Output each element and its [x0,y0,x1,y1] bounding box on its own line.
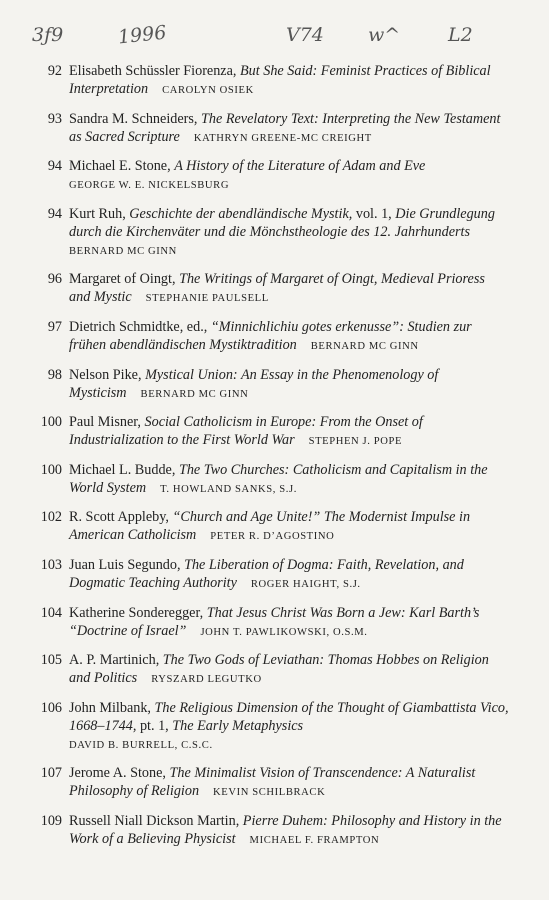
page-number: 96 [47,271,62,288]
author: Michael L. Budde, [69,461,179,478]
page-number: 106 [40,699,62,716]
list-item [0,110,549,148]
author: R. Scott Appleby, [69,509,173,526]
list-item [0,157,549,195]
page-number: 105 [40,652,62,669]
page-number: 102 [40,509,62,526]
list-item [0,651,549,689]
author: Dietrich Schmidtke, ed., [69,318,211,335]
reviewer: BERNARD MC GINN [310,340,419,352]
annotation-5: L2 [448,24,473,46]
list-item [0,270,549,308]
list-item [0,764,549,802]
author: Elisabeth Schüssler Fiorenza, [69,63,240,79]
author: Paul Misner, [69,414,145,431]
author: John Milbank, [69,699,155,716]
book-title: But She Said: Feminist Practices of Biblical Interpretation [69,63,491,97]
author: Katherine Sonderegger, [69,604,207,621]
part-info: pt. 1, [136,717,173,734]
page-number: 100 [40,414,62,431]
reviewer: T. HOWLAND SANKS, S.J. [160,483,298,495]
page-number: 104 [40,604,62,621]
book-title: “Church and Age Unite!” The Modernist Impulse in American Catholicism [69,509,471,544]
book-title: The Two Gods of Leviathan: Thomas Hobbes on Religion and Politics [69,652,489,687]
author: Kurt Ruh, [69,205,130,222]
book-title: The Two Churches: Catholicism and Capitalism in the World System [69,461,488,496]
book-title: The Revelatory Text: Interpreting the New Testament as Sacred Scripture [69,110,501,145]
handwritten-annotations [0,18,549,58]
book-title: Social Catholicism in Europe: From the Onset of Industrialization to the First World War [69,414,423,449]
reviewer: KATHRYN GREENE-MC CREIGHT [193,132,372,144]
page-number: 93 [47,110,62,127]
page-number: 100 [40,461,62,478]
annotation-3: V74 [286,24,324,46]
book-title: Mystical Union: An Essay in the Phenomenology of Mysticism [69,366,439,401]
reviewer: MICHAEL F. FRAMPTON [249,834,380,846]
page-number: 107 [40,765,62,782]
list-item [0,508,549,546]
reviewer: DAVID B. BURRELL, C.S.C. [69,739,213,751]
page-number: 98 [47,366,62,383]
list-item [0,604,549,642]
list-item [0,812,549,850]
reviewer: GEORGE W. E. NICKELSBURG [69,180,230,192]
book-title: The Liberation of Dogma: Faith, Revelation, and Dogmatic Teaching Authority [69,556,464,591]
reviewer: CAROLYN OSIEK [162,85,254,96]
author: Margaret of Oingt, [69,271,180,288]
volume-info: vol. 1, [352,205,396,222]
page-number: 97 [47,318,62,335]
author: Jerome A. Stone, [69,765,170,782]
book-title: The Religious Dimension of the Thought of Giambattista Vico, 1668–1744, [69,699,509,734]
book-subtitle: The Early Metaphysics [172,717,304,734]
book-title: The Writings of Margaret of Oingt, Medieval Prioress and Mystic [69,271,485,306]
book-title: A History of the Literature of Adam and Eve [174,158,426,175]
book-title: “Minnichlichiu gotes erkenusse”: Studien zur frühen abendländischen Mystiktradition [69,318,472,353]
list-item [0,205,549,261]
reviewer: BERNARD MC GINN [69,245,177,257]
page-number: 103 [40,556,62,573]
review-list [0,62,549,860]
author: Sandra M. Schneiders, [69,110,201,127]
page-number: 94 [47,158,62,175]
list-item [0,318,549,356]
reviewer: BERNARD MC GINN [140,388,249,400]
annotation-1: 3ƒ9 [32,24,64,46]
reviewer: RYSZARD LEGUTKO [151,674,262,686]
page-number: 109 [40,812,62,829]
author: Russell Niall Dickson Martin, [69,812,243,829]
list-item [0,461,549,499]
book-title: The Minimalist Vision of Transcendence: A Naturalist Philosophy of Religion [69,765,476,800]
book-subtitle: Die Grundlegung durch die Kirchenväter und die Mönchstheologie des 12. Jahrhunderts [69,205,495,240]
reviewer: JOHN T. PAWLIKOWSKI, O.S.M. [200,626,368,638]
book-title: That Jesus Christ Was Born a Jew: Karl Barth’s “Doctrine of Israel” [69,604,480,639]
page-number: 94 [47,205,62,222]
reviewer: PETER R. D’AGOSTINO [210,531,335,543]
book-title: Geschichte der abendländische Mystik, [129,205,353,222]
reviewer: ROGER HAIGHT, S.J. [250,578,361,590]
list-item [0,62,549,100]
list-item [0,699,549,755]
annotation-2: 1996 [116,21,168,49]
author: A. P. Martinich, [69,652,163,669]
list-item [0,366,549,404]
list-item [0,413,549,451]
author: Michael E. Stone, [69,158,175,175]
author: Juan Luis Segundo, [69,556,185,573]
list-item [0,556,549,594]
reviewer: STEPHEN J. POPE [308,436,403,448]
annotation-4: w^ [368,24,401,46]
reviewer: KEVIN SCHILBRACK [213,787,326,799]
page-number: 92 [47,63,62,79]
author: Nelson Pike, [69,366,146,383]
book-title: Pierre Duhem: Philosophy and History in the Work of a Believing Physicist [69,812,502,847]
reviewer: STEPHANIE PAULSELL [145,293,269,305]
